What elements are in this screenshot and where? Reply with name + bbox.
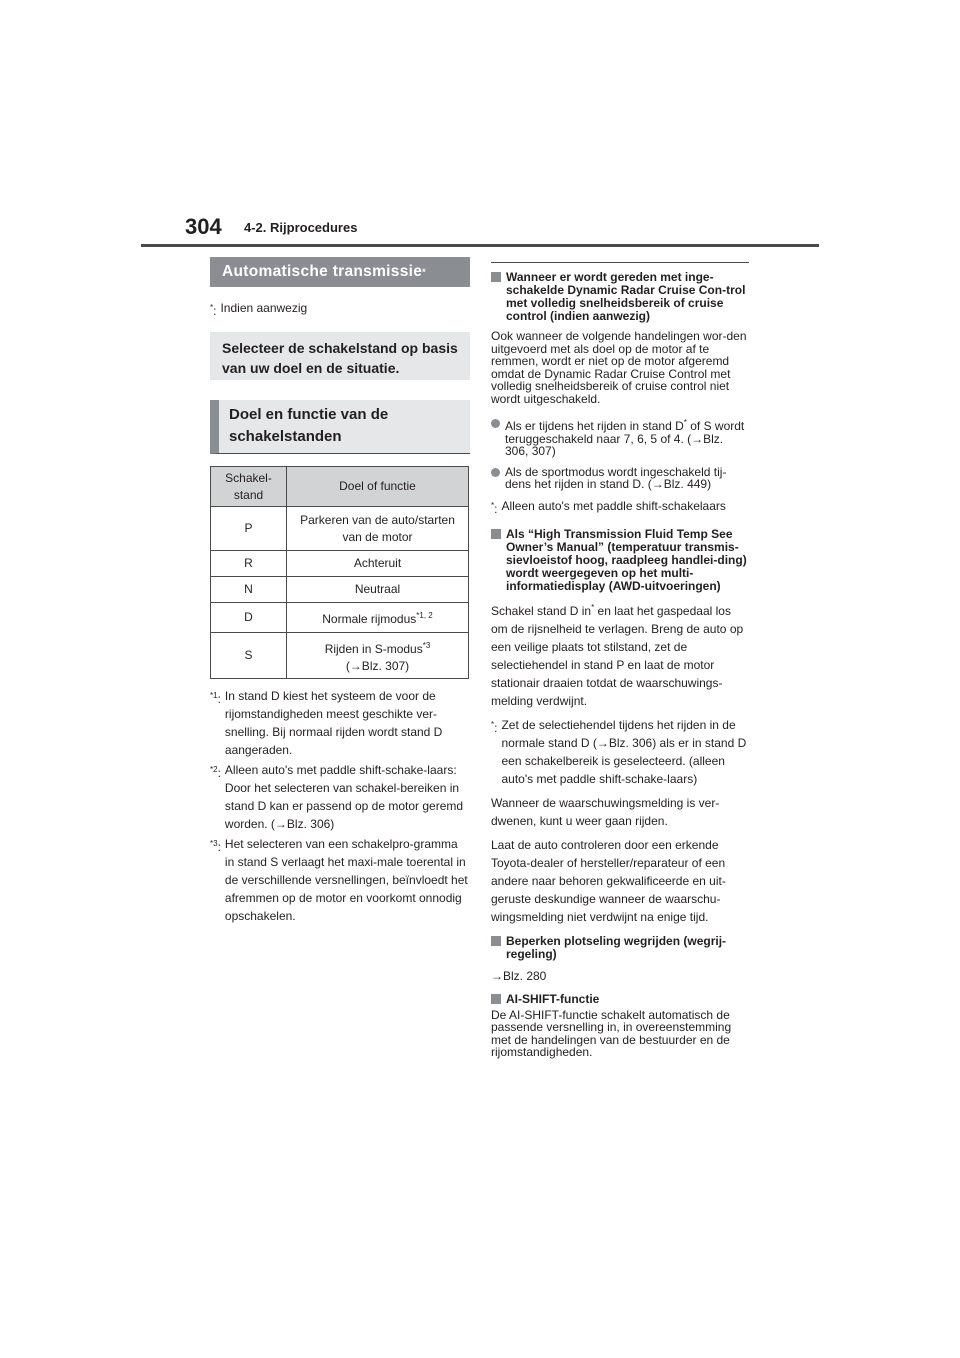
- info-heading: [491, 935, 749, 961]
- list-item: [491, 466, 749, 491]
- left-column: [210, 257, 470, 927]
- info-body: De AI-SHIFT-functie schakelt automatisch de passende versnelling in, in overeenstemming met de handelingen van de bestuurder en de rijomstandigheden.: [491, 1007, 732, 1059]
- table-header-function: Doel of functie: [287, 467, 469, 507]
- info-heading: [491, 528, 749, 593]
- footnote: $^{*3}$: Het selecteren van een schakelpro-gramma in stand S verlaagt het maxi-male toerental in de verschillende versnellingen, beïnvloedt het afremmen op de motor en voorkomt onnodig opschakelen.: [210, 835, 470, 925]
- footnote-mark: *3: [210, 839, 218, 848]
- section-label: 4-2. Rijprocedures: [244, 220, 358, 235]
- info-body: Laat de auto controleren door een erkende Toyota-dealer of hersteller/reparateur of een andere naar behoren gekwalificeerde en uit-geruste deskundige wanneer de waarschu-wingsmelding niet verdwijnt na enige tijd.: [491, 837, 726, 924]
- table-cell-function: Parkeren van de auto/starten van de motor: [287, 507, 469, 551]
- paddle-note: *: Alleen auto's met paddle shift-schakelaars: [491, 497, 749, 518]
- footnote-ref: *3: [422, 640, 431, 650]
- table-row: [211, 551, 469, 577]
- info-body: [491, 599, 749, 710]
- footnote-text: In stand D kiest het systeem de voor de rijomstandigheden meest geschikte ver-snelling. Bij normaal rijden wordt stand D aangeraden.: [224, 689, 443, 757]
- list-item: [491, 417, 749, 458]
- right-column: [491, 262, 749, 1059]
- subheading-text: Doel en functie van de schakelstanden: [229, 406, 389, 445]
- table-cell-position: S: [211, 633, 287, 679]
- table-cell-position: P: [211, 507, 287, 551]
- note-mark: *: [491, 500, 495, 510]
- table-header-row: [211, 467, 469, 507]
- info-heading-text: Beperken plotseling wegrijden (wegrij-regeling): [506, 933, 727, 961]
- note-text: Zet de selectiehendel tijdens het rijden in de normale stand D (→Blz. 306) als er in stand D een schakelbereik is geselecteerd. (alleen auto's met paddle shift-schake-laars): [501, 717, 747, 786]
- footnote-mark: *1: [210, 691, 218, 700]
- availability-mark: *: [210, 303, 214, 312]
- section-title-bar: [210, 257, 470, 287]
- square-bullet-icon: [491, 272, 501, 282]
- info-body-mark: *: [591, 602, 595, 612]
- list-item-text: of S wordt teruggeschakeld naar 7, 6, 5 of 4. (→Blz. 306, 307): [505, 419, 745, 458]
- table-cell-function: [287, 633, 469, 679]
- table-row: [211, 603, 469, 633]
- section-title: Automatische transmissie: [222, 263, 423, 280]
- table-cell-function: Neutraal: [287, 577, 469, 603]
- intro-text: Selecteer de schakelstand op basis van uw doel en de situatie.: [222, 340, 458, 376]
- table-footnotes: [210, 687, 470, 925]
- info-body-text: Schakel stand D in: [491, 603, 592, 618]
- table-header-position: Schakel- stand: [211, 467, 287, 507]
- table-row: [211, 577, 469, 603]
- footnote-ref: *1, 2: [416, 611, 433, 620]
- section-title-mark: *: [422, 267, 426, 277]
- table-cell-function: Achteruit: [287, 551, 469, 577]
- page-reference: →Blz. 280: [491, 968, 547, 983]
- square-bullet-icon: [491, 529, 501, 539]
- footnote-text: Alleen auto's met paddle shift-schake-laars: Door het selecteren van schakel-bereiken in stand D kan er passend op de motor geremd worden. (→Blz. 306): [224, 763, 464, 831]
- footnote-mark: *2: [210, 765, 218, 774]
- note-mark: *: [491, 719, 495, 729]
- shift-position-table: [210, 466, 469, 679]
- info-heading: [491, 993, 749, 1006]
- info-body: Wanneer de waarschuwingsmelding is ver-dwenen, kunt u weer gaan rijden.: [491, 795, 720, 828]
- list-item-mark: *: [683, 418, 687, 427]
- square-bullet-icon: [491, 994, 501, 1004]
- availability-text: Indien aanwezig: [220, 301, 308, 315]
- table-cell-position: R: [211, 551, 287, 577]
- page-number: 304: [185, 214, 222, 239]
- footnote: $^{*2}$: Alleen auto's met paddle shift-schake-laars: Door het selecteren van schakel-bereiken in stand D kan er passend op de motor geremd worden. (→Blz. 306): [210, 761, 470, 833]
- circle-bullet-icon: [491, 419, 500, 428]
- function-text: Rijden in S-modus: [324, 641, 423, 656]
- info-body-text: en laat het gaspedaal los om de rijsnelheid te verlagen. Breng de auto op een veilige plaats tot stilstand, zet de selectiehendel in stand P en laat de motor stationair draaien totdat de waarschuwings-melding verdwijnt.: [491, 603, 744, 708]
- footnote-text: Het selecteren van een schakelpro-gramma in stand S verlaagt het maxi-male toerental in de verschillende versnellingen, beïnvloedt het afremmen op de motor en voorkomt onnodig opschakelen.: [224, 837, 468, 923]
- info-heading-text: Als “High Transmission Fluid Temp See Owner’s Manual” (temperatuur transmis-sievloeistof hoog, raadpleeg handlei-ding) wordt weergegeven op het multi-informatiedisplay (AWD-uitvoeringen): [506, 526, 747, 593]
- info-body: Ook wanneer de volgende handelingen wor-den uitgevoerd met als doel op de motor af te remmen, wordt er niet op de motor afgeremd omdat de Dynamic Radar Cruise Control met volledig snelheidsbereik of cruise control niet wordt uitgeschakeld.: [491, 329, 747, 406]
- subheading-box: [210, 400, 470, 454]
- square-bullet-icon: [491, 936, 501, 946]
- footnote: $^{*1}$: In stand D kiest het systeem de voor de rijomstandigheden meest geschikte ver-snelling. Bij normaal rijden wordt stand D aangeraden.: [210, 687, 470, 759]
- circle-bullet-icon: [491, 468, 500, 477]
- function-text: Normale rijmodus: [322, 612, 417, 626]
- note-text: Alleen auto's met paddle shift-schakelaars: [501, 498, 726, 513]
- info-heading: [491, 271, 749, 323]
- table-cell-position: D: [211, 603, 287, 633]
- intro-box: [210, 332, 470, 380]
- table-cell-function: [287, 603, 469, 633]
- table-row: [211, 507, 469, 551]
- header-rule: [141, 244, 819, 247]
- table-cell-position: N: [211, 577, 287, 603]
- info-heading-text: Wanneer er wordt gereden met inge-schakelde Dynamic Radar Cruise Con-trol met volledig snelheidsbereik of cruise control (indien aanwezig): [506, 270, 746, 323]
- list-item-text: Als er tijdens het rijden in stand D: [505, 419, 684, 433]
- column-separator: [491, 262, 749, 263]
- page-reference: (→Blz. 307): [345, 658, 410, 673]
- info-note: *: Zet de selectiehendel tijdens het rijden in de normale stand D (→Blz. 306) als er in stand D een schakelbereik is geselecteerd. (alleen auto's met paddle shift-schake-laars): [491, 716, 749, 788]
- table-row: [211, 633, 469, 679]
- info-heading-text: AI-SHIFT-functie: [506, 991, 600, 1006]
- list-item-text: Als de sportmodus wordt ingeschakeld tij-dens het rijden in stand D. (→Blz. 449): [505, 464, 727, 491]
- availability-note: *: Indien aanwezig: [210, 299, 470, 320]
